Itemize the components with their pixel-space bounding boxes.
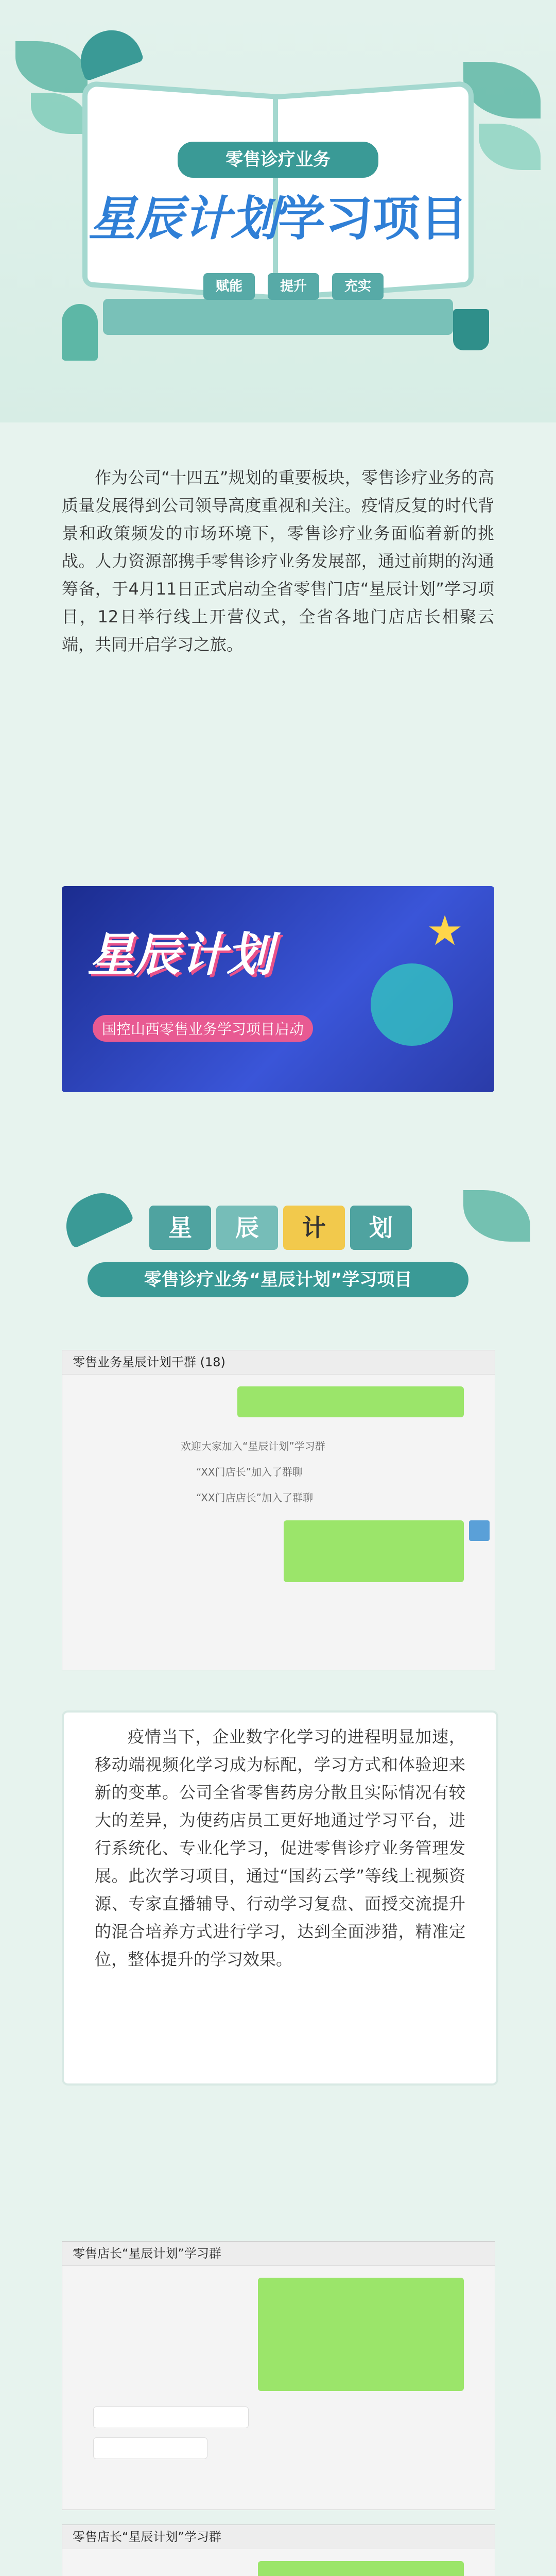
leaf-decoration <box>463 62 541 118</box>
section-char: 划 <box>350 1206 412 1250</box>
leaf-decoration <box>479 124 541 170</box>
chat-system-line: “XX门店店长”加入了群聊 <box>196 1492 313 1504</box>
chat-title: 零售店长“星辰计划”学习群 <box>62 2242 495 2266</box>
header-pill: 零售诊疗业务 <box>178 142 378 178</box>
plant-icon <box>62 304 98 361</box>
desk-lamp-icon <box>56 1183 134 1248</box>
chat-bubble <box>93 2437 207 2459</box>
intro-paragraph: 作为公司“十四五”规划的重要板块，零售诊疗业务的高质量发展得到公司领导高度重视和关注。疫情反复的时代背景和政策频发的市场环境下，零售诊疗业务面临着新的挑战。人力资源部携手零售诊疗业务发展部，通过前期的沟通筹备，于4月11日正式启动全省零售门店“星辰计划”学习项目，12日举行线上开营仪式，全省各地门店店长相聚云端，共同开启学习之旅。 <box>62 468 494 654</box>
leaf-decoration <box>31 93 88 134</box>
section-title: 零售诊疗业务“星辰计划”学习项目 <box>88 1262 468 1297</box>
rocket-figure-icon <box>371 963 453 1046</box>
chat-bubble <box>237 1386 464 1417</box>
page-title <box>0 191 556 247</box>
leaf-decoration <box>15 41 88 93</box>
chat-title: 零售业务星辰计划干群 (18) <box>62 1350 495 1375</box>
banner-title: 星辰计划 <box>88 928 273 982</box>
title-part-a: 星辰计划 <box>88 191 278 246</box>
star-icon: ★ <box>426 907 463 955</box>
title-part-b: 学习项目 <box>278 191 468 246</box>
chat-bubble <box>258 2278 464 2391</box>
chat-title: 零售店长“星辰计划”学习群 <box>62 2525 495 2549</box>
section-char: 计 <box>283 1206 345 1250</box>
section-char: 辰 <box>216 1206 278 1250</box>
chat-bubble <box>258 2561 464 2576</box>
chat-screenshot <box>62 2241 495 2510</box>
chat-system-line: 欢迎大家加入“星辰计划”学习群 <box>181 1440 325 1452</box>
chat-bubble <box>93 2406 249 2428</box>
body-paragraph: 疫情当下，企业数字化学习的进程明显加速，移动端视频化学习成为标配，学习方式和体验迎来新的变革。公司全省零售药房分散且实际情况有较大的差异，为使药店员工更好地通过学习平台，进行系统化、专业化学习，促进零售诊疗业务管理发展。此次学习项目，通过“国药云学”等线上视频资源、专家直播辅导、行动学习复盘、面授交流提升的混合培养方式进行学习，达到全面涉猎，精准定位，整体提升的学习效果。 <box>95 1727 465 1969</box>
chat-screenshot <box>62 1350 495 1670</box>
coffee-cup-icon <box>453 309 489 350</box>
avatar <box>469 1520 490 1541</box>
text-card <box>62 1710 498 2086</box>
leaf-decoration <box>463 1190 530 1242</box>
tag-enrich: 充实 <box>332 273 384 300</box>
chat-screenshot <box>62 2524 495 2576</box>
chat-bubble <box>284 1520 464 1582</box>
tag-improve: 提升 <box>268 273 319 300</box>
section-char: 星 <box>149 1206 211 1250</box>
banner-subtitle: 国控山西零售业务学习项目启动 <box>93 1015 313 1042</box>
star-plan-banner <box>62 886 494 1092</box>
header-banner <box>0 0 556 422</box>
tag-empower: 赋能 <box>203 273 255 300</box>
chat-system-line: “XX门店长”加入了群聊 <box>196 1466 303 1478</box>
